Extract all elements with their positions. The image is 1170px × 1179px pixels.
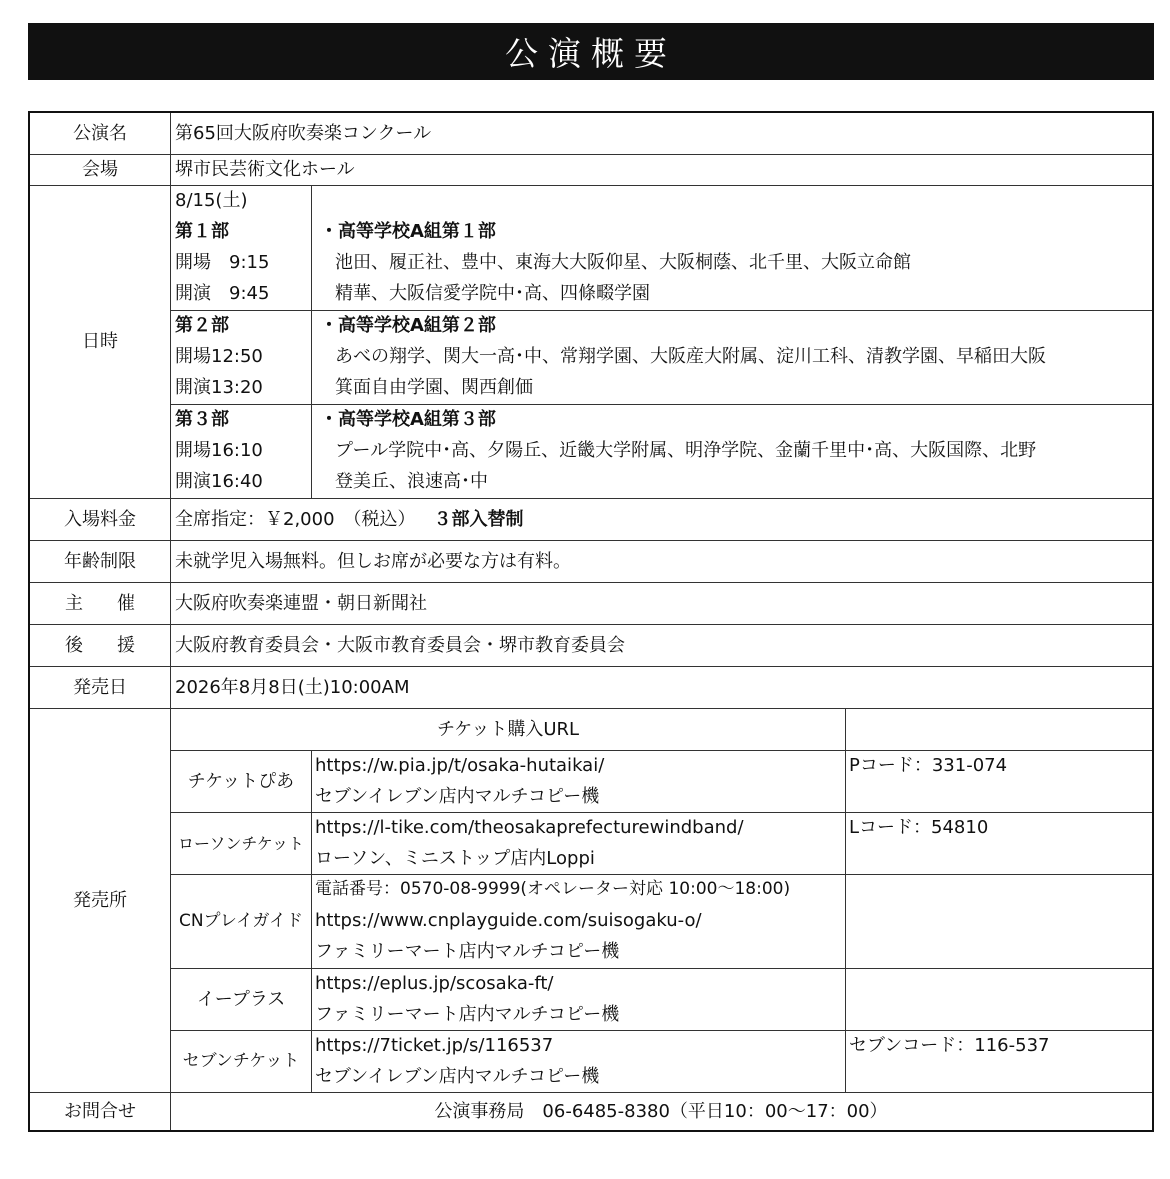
age-value: 未就学児入場無料。但しお席が必要な方は有料。 [175, 550, 571, 572]
performance-date: 8/15(土) [175, 190, 248, 211]
vendor-seven-code: セブンコード：116-537 [849, 1035, 1050, 1056]
part-3-schools-line-2: 登美丘、浪速高･中 [335, 471, 488, 492]
part-2-open: 開場12:50 [175, 346, 263, 367]
contact-value: 公演事務局 06-6485-8380（平日10：00～17：00） [434, 1100, 888, 1122]
fee-label: 入場料金 [64, 508, 136, 530]
venue-label: 会場 [82, 159, 118, 180]
part-1-schools-line-2: 精華、大阪信愛学院中･高、四條畷学園 [335, 283, 650, 304]
part-3-start: 開演16:40 [175, 471, 263, 492]
vendor-seven-store: セブンイレブン店内マルチコピー機 [315, 1066, 600, 1087]
fee-note: ３部入替制 [433, 508, 524, 530]
part-3-group: ・高等学校A組第３部 [320, 409, 496, 430]
part-2-group: ・高等学校A組第２部 [320, 315, 496, 336]
vendor-pia-code: Pコード：331-074 [849, 755, 1008, 776]
vendor-cn-store: ファミリーマート店内マルチコピー機 [315, 941, 620, 962]
vendor-eplus-store: ファミリーマート店内マルチコピー機 [315, 1004, 620, 1025]
vendor-pia-url[interactable]: https://w.pia.jp/t/osaka-hutaikai/ [315, 755, 605, 776]
part-2-schools-line-1: あべの翔学、関大一高･中、常翔学園、大阪産大附属、淀川工科、清教学園、早稲田大阪 [335, 346, 1046, 367]
part-1-schools-line-1: 池田、履正社、豊中、東海大大阪仰星、大阪桐蔭、北千里、大阪立命館 [335, 252, 911, 273]
part-3-open: 開場16:10 [175, 440, 263, 461]
vendor-eplus-code [849, 968, 1149, 999]
part-3-title: 第３部 [175, 409, 229, 430]
vendor-lawson-url[interactable]: https://l-tike.com/theosakaprefecturewindband/ [315, 817, 744, 838]
part-2-title: 第２部 [175, 315, 229, 336]
overview-table [28, 111, 1154, 1132]
support-value: 大阪府教育委員会・大阪市教育委員会・堺市教育委員会 [175, 634, 625, 656]
vendor-seven-url[interactable]: https://7ticket.jp/s/116537 [315, 1035, 554, 1056]
part-2-start: 開演13:20 [175, 377, 263, 398]
venue-value: 堺市民芸術文化ホール [175, 159, 355, 180]
vendor-pia-name: チケットぴあ [187, 770, 295, 792]
vendor-seven-name: セブンチケット [182, 1050, 300, 1071]
vendor-lawson-code: Lコード：54810 [849, 817, 989, 838]
support-label: 後援 [65, 634, 169, 656]
part-1-group: ・高等学校A組第１部 [320, 221, 496, 242]
datetime-label: 日時 [82, 331, 118, 352]
fee-value: 全席指定：￥2,000 （税込） [175, 508, 416, 530]
fee-cell [171, 498, 1151, 540]
host-value: 大阪府吹奏楽連盟・朝日新聞社 [175, 592, 427, 614]
sales-header: チケット購入URL [436, 718, 580, 740]
vendor-eplus-url[interactable]: https://eplus.jp/scosaka-ft/ [315, 973, 554, 994]
contact-label: お問合せ [64, 1100, 136, 1122]
vendor-lawson-name: ローソンチケット [178, 833, 304, 853]
part-2-schools-line-2: 箕面自由学園、関西創価 [335, 377, 533, 398]
part-3-schools-line-1: プール学院中･高、夕陽丘、近畿大学附属、明浄学院、金蘭千里中･高、大阪国際、北野 [335, 440, 1037, 461]
name-label: 公演名 [73, 123, 127, 144]
name-value: 第65回大阪府吹奏楽コンクール [175, 123, 432, 144]
vendor-cn-code [849, 874, 1149, 905]
vendor-lawson-store: ローソン、ミニストップ店内Loppi [315, 848, 595, 869]
release-label: 発売日 [73, 676, 127, 698]
part-1-open: 開場 9:15 [175, 252, 270, 273]
host-label: 主催 [65, 592, 169, 614]
part-1-title: 第１部 [175, 221, 229, 242]
vendor-cn-name: CNプレイガイド [178, 910, 304, 931]
part-1-start: 開演 9:45 [175, 283, 270, 304]
vendor-cn-url[interactable]: https://www.cnplayguide.com/suisogaku-o/ [315, 910, 702, 931]
vendor-pia-store: セブンイレブン店内マルチコピー機 [315, 786, 600, 807]
page-title: 公演概要 [28, 23, 1154, 80]
vendor-cn-phone: 電話番号：0570-08-9999(オペレーター対応 10:00～18:00) [315, 879, 791, 899]
vendor-eplus-name: イープラス [196, 988, 286, 1010]
age-label: 年齢制限 [64, 550, 136, 572]
sales-label: 発売所 [73, 889, 127, 911]
release-value: 2026年8月8日(土)10:00AM [175, 676, 410, 698]
